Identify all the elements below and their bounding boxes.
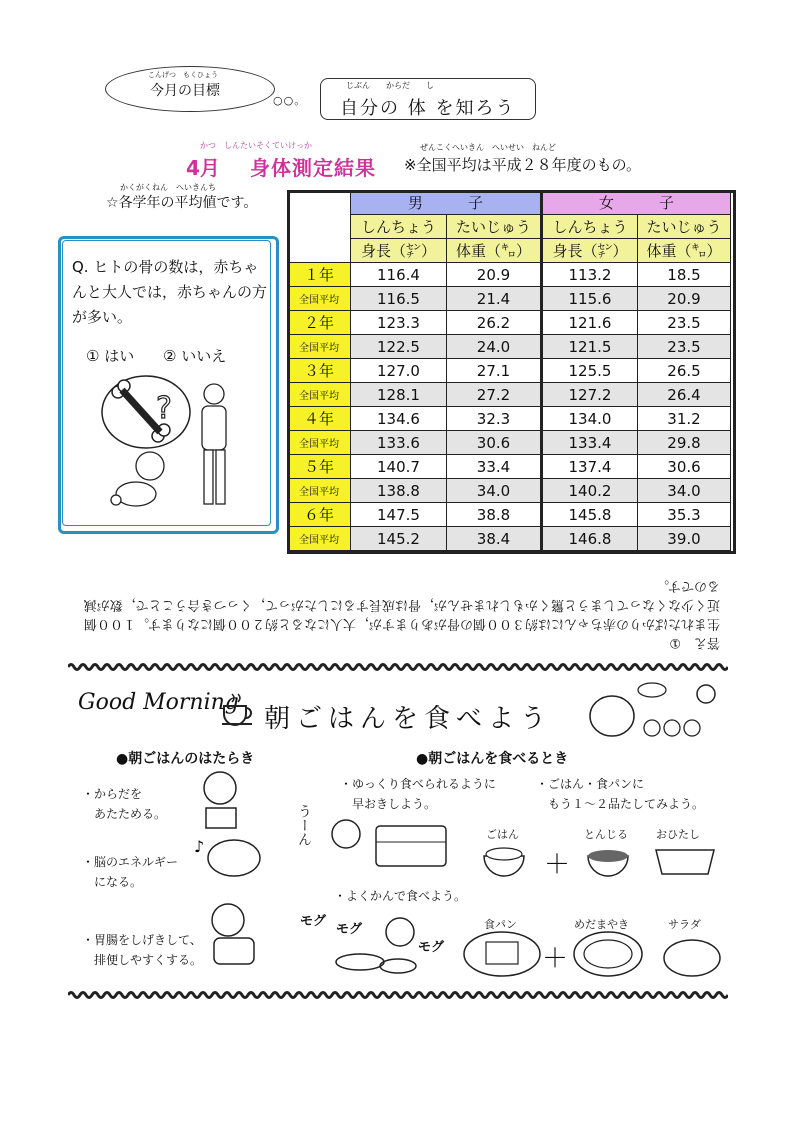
table-corner <box>288 191 351 263</box>
goal-label-ruby: こんげつ もくひょう <box>148 71 218 79</box>
tip-2: ・ごはん・食パンに もう１～２品たしてみよう。 <box>536 777 705 811</box>
avg-girl-weight: 39.0 <box>638 527 731 551</box>
table-row <box>288 455 731 479</box>
col-height-kana: しんちょう <box>351 215 447 239</box>
food-row-2-icons <box>462 928 726 980</box>
grade-label: ６年 <box>288 503 351 527</box>
grade-label: ５年 <box>288 455 351 479</box>
title-month: 4月 <box>186 156 220 180</box>
food-row-1-icons <box>480 840 722 888</box>
boy-weight: 38.8 <box>447 503 542 527</box>
quiz-options <box>86 345 226 366</box>
table-row <box>288 263 731 287</box>
girl-weight: 26.5 <box>638 359 731 383</box>
grade-label: ３年 <box>288 359 351 383</box>
tip-1: ・ゆっくり食べられるように 早おきしよう。 <box>340 777 496 811</box>
table-row-average <box>288 335 731 359</box>
table-row <box>288 503 731 527</box>
avg-girl-weight: 34.0 <box>638 479 731 503</box>
subtitle-ruby: かくがくねん へいきんち <box>120 183 216 192</box>
girl-height: 121.6 <box>542 311 638 335</box>
girl-weight: 35.3 <box>638 503 731 527</box>
avg-boy-weight: 34.0 <box>447 479 542 503</box>
col-height: 身長（㌢） <box>351 239 447 263</box>
col-height: 身長（㌢） <box>542 239 638 263</box>
avg-girl-height: 115.6 <box>542 287 638 311</box>
avg-boy-weight: 38.4 <box>447 527 542 551</box>
plus-sign-1: ＋ <box>544 850 571 880</box>
table-row-average <box>288 479 731 503</box>
girl-height: 113.2 <box>542 263 638 287</box>
avg-boy-height: 133.6 <box>351 431 447 455</box>
boy-weight: 20.9 <box>447 263 542 287</box>
eating-illustration <box>320 910 430 978</box>
coffee-cup-icon <box>218 688 258 728</box>
girl-weight: 23.5 <box>638 311 731 335</box>
baby-icon <box>111 452 164 506</box>
col-weight: 体重（㌔） <box>447 239 542 263</box>
boy-height: 134.6 <box>351 407 447 431</box>
mogu-1: モグ <box>300 914 327 929</box>
girl-height: 145.8 <box>542 503 638 527</box>
avg-girl-height: 121.5 <box>542 335 638 359</box>
toilet-kid-icon <box>212 904 244 936</box>
girl-header: 女 子 <box>542 191 731 215</box>
girl-weight: 31.2 <box>638 407 731 431</box>
avg-boy-height: 116.5 <box>351 287 447 311</box>
brain-icon <box>208 840 260 876</box>
average-label: 全国平均 <box>288 383 351 407</box>
avg-girl-weight: 20.9 <box>638 287 731 311</box>
food-egg-label: めだまやき <box>574 918 629 931</box>
measurement-table <box>287 190 731 551</box>
right-heading: ●朝ごはんを食べるとき <box>416 751 569 767</box>
left-item-3: ・胃腸をしげきして、 排便しやすくする。 <box>82 933 203 967</box>
avg-girl-height: 146.8 <box>542 527 638 551</box>
avg-boy-weight: 21.4 <box>447 287 542 311</box>
goal-label: 今月の目標 <box>150 83 220 99</box>
tip-3: ・よくかんで食べよう。 <box>334 889 467 903</box>
goal-dots: ○○。 <box>273 94 307 107</box>
grade-label: １年 <box>288 263 351 287</box>
boy-height: 123.3 <box>351 311 447 335</box>
good-morning: Good Morning <box>78 690 239 715</box>
table-row <box>288 311 731 335</box>
food-tonjiru-label: とんじる <box>584 828 628 841</box>
avg-girl-height: 127.2 <box>542 383 638 407</box>
note-ruby: ぜんこくへいきん へいせい ねんど <box>420 143 556 152</box>
quiz-illustration <box>96 370 256 520</box>
col-height-kana: しんちょう <box>542 215 638 239</box>
avg-boy-height: 122.5 <box>351 335 447 359</box>
boy-weight: 26.2 <box>447 311 542 335</box>
adult-icon <box>202 384 226 504</box>
mogu-2: モグ <box>336 922 363 937</box>
plus-sign-2: ＋ <box>542 944 569 974</box>
col-weight-kana: たいじゅう <box>447 215 542 239</box>
boy-weight: 33.4 <box>447 455 542 479</box>
wakeup-illustration <box>320 812 450 882</box>
col-weight: 体重（㌔） <box>638 239 731 263</box>
avg-girl-height: 133.4 <box>542 431 638 455</box>
avg-boy-weight: 30.6 <box>447 431 542 455</box>
avg-boy-weight: 27.2 <box>447 383 542 407</box>
average-label: 全国平均 <box>288 527 351 551</box>
goal-ruby: じぶん からだ し <box>346 81 434 90</box>
quiz-question: Q. ヒトの骨の数は，赤ちゃんと大人では，赤ちゃんの方が多い。 <box>72 258 268 326</box>
boy-weight: 32.3 <box>447 407 542 431</box>
left-illustrations <box>194 768 268 978</box>
uun-text: うーん <box>296 804 312 846</box>
quiz-option-2: ② いいえ <box>163 347 227 365</box>
table-row-average <box>288 431 731 455</box>
girl-weight: 30.6 <box>638 455 731 479</box>
chickens-sun-icon <box>572 676 728 742</box>
food-salad-label: サラダ <box>668 918 701 931</box>
grade-label: ２年 <box>288 311 351 335</box>
mogu-3: モグ <box>418 940 445 955</box>
table-row <box>288 407 731 431</box>
title-ruby: かつ しんたいそくていけっか <box>200 141 312 150</box>
kid-icon <box>204 772 236 804</box>
girl-height: 137.4 <box>542 455 638 479</box>
quiz-option-1: ① はい <box>86 347 135 365</box>
food-rice-label: ごはん <box>486 828 519 841</box>
table-row-average <box>288 527 731 551</box>
goal-text: 自分の 体 を知ろう <box>340 98 516 119</box>
answer-text: 生まれたばかりの赤ちゃんには約３００個の骨がありますが，大人になると約２００個になります。１００個近く少なくなってしまうと驚くかもしれませんが，骨は成長するにしたがって，くっつき合うことで，数が減るのです。 <box>83 578 720 631</box>
avg-boy-height: 128.1 <box>351 383 447 407</box>
grade-label: ４年 <box>288 407 351 431</box>
left-item-2: ・脳のエネルギー になる。 <box>82 855 179 889</box>
average-label: 全国平均 <box>288 335 351 359</box>
wave-border-top <box>68 662 728 672</box>
avg-girl-height: 140.2 <box>542 479 638 503</box>
boy-height: 140.7 <box>351 455 447 479</box>
boy-height: 127.0 <box>351 359 447 383</box>
ohitashi-dish-icon <box>656 850 714 874</box>
breakfast-title: 朝ごはんを食べよう <box>264 704 553 734</box>
girl-height: 134.0 <box>542 407 638 431</box>
average-label: 全国平均 <box>288 479 351 503</box>
answer-upside-down <box>80 576 720 652</box>
boy-header: 男 子 <box>351 191 542 215</box>
wave-border-bottom <box>68 990 728 1000</box>
boy-height: 116.4 <box>351 263 447 287</box>
salad-bowl-icon <box>664 940 720 976</box>
boy-weight: 27.1 <box>447 359 542 383</box>
food-ohitashi-label: おひたし <box>656 828 700 841</box>
music-note-icon: ♪ <box>194 837 205 856</box>
avg-girl-weight: 29.8 <box>638 431 731 455</box>
avg-girl-weight: 23.5 <box>638 335 731 359</box>
subtitle: ☆各学年の平均値です。 <box>106 195 258 211</box>
avg-girl-weight: 26.4 <box>638 383 731 407</box>
girl-weight: 18.5 <box>638 263 731 287</box>
avg-boy-height: 138.8 <box>351 479 447 503</box>
girl-height: 125.5 <box>542 359 638 383</box>
boy-height: 147.5 <box>351 503 447 527</box>
col-weight-kana: たいじゅう <box>638 215 731 239</box>
avg-boy-height: 145.2 <box>351 527 447 551</box>
left-heading: ●朝ごはんのはたらき <box>116 751 255 767</box>
average-label: 全国平均 <box>288 431 351 455</box>
title-note: ※全国平均は平成２８年度のもの。 <box>404 156 641 174</box>
average-label: 全国平均 <box>288 287 351 311</box>
table-row-average <box>288 383 731 407</box>
avg-boy-weight: 24.0 <box>447 335 542 359</box>
table-row <box>288 359 731 383</box>
left-item-1: ・からだを あたためる。 <box>82 787 167 821</box>
question-mark-icon: ? <box>156 391 172 426</box>
page-title: 身体測定結果 <box>250 156 376 180</box>
table-row-average <box>288 287 731 311</box>
answer-label: 答え ① <box>669 635 720 650</box>
food-bread-label: 食パン <box>484 918 517 931</box>
